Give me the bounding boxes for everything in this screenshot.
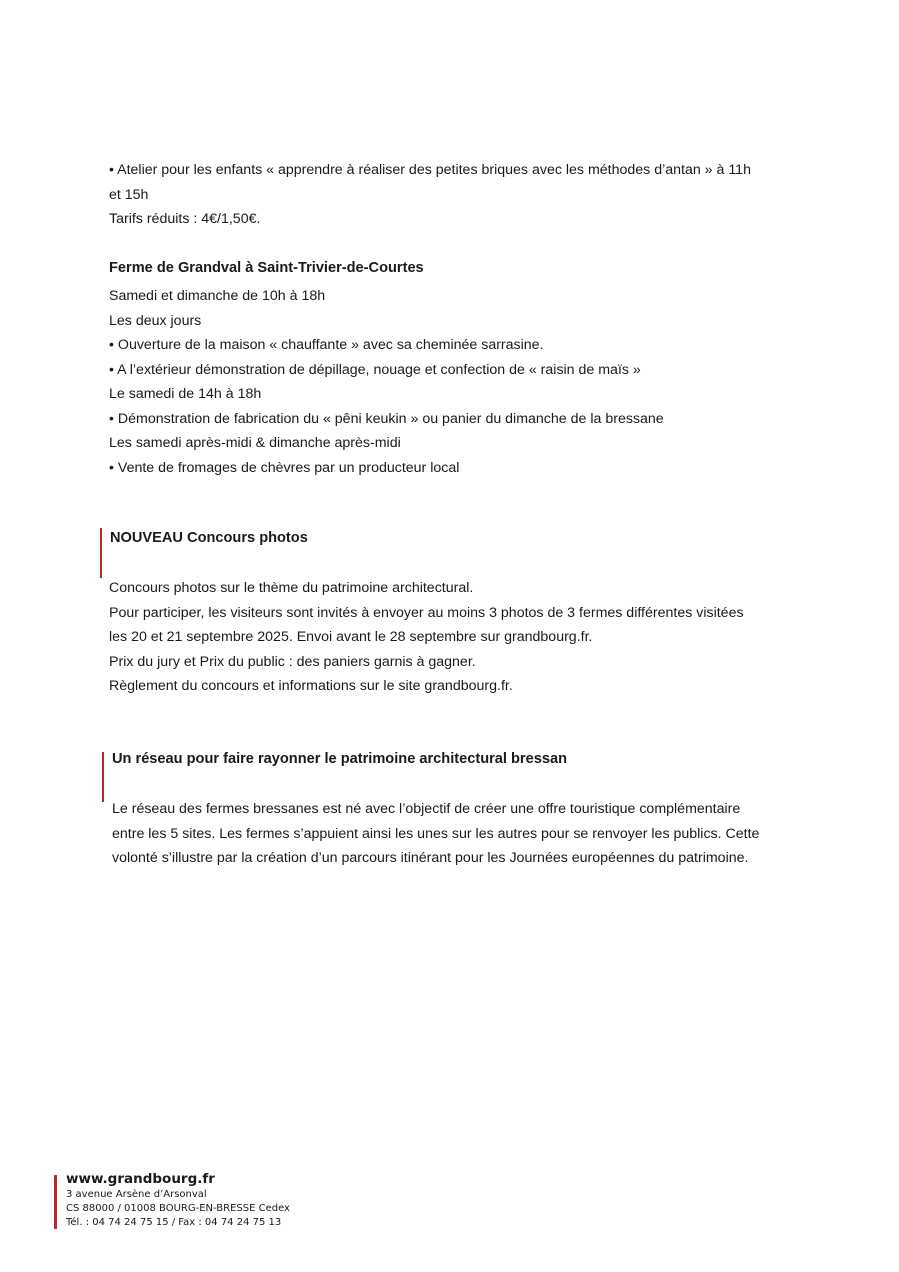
contest-heading: NOUVEAU Concours photos xyxy=(110,530,308,546)
website-link[interactable]: www.grandbourg.fr xyxy=(66,1171,215,1187)
section-accent-bar xyxy=(100,528,102,578)
text-line: Le samedi de 14h à 18h xyxy=(109,386,262,402)
network-paragraph xyxy=(112,797,812,871)
text-line: volonté s’illustre par la création d’un parcours itinérant pour les Journées européennes du patrimoine. xyxy=(112,850,749,866)
text-line: • Atelier pour les enfants « apprendre à réaliser des petites briques avec les méthodes d’antan » à 11h xyxy=(109,162,751,178)
text-line: Pour participer, les visiteurs sont invités à envoyer au moins 3 photos de 3 fermes différentes visitées xyxy=(109,604,744,621)
section-accent-bar xyxy=(102,752,104,802)
footer-address: 3 avenue Arsène d’Arsonval xyxy=(66,1189,207,1200)
text-line: Les deux jours xyxy=(109,312,202,329)
network-heading: Un réseau pour faire rayonner le patrimoine architectural bressan xyxy=(112,751,567,767)
grandval-paragraph xyxy=(109,284,809,480)
text-line: Samedi et dimanche de 10h à 18h xyxy=(109,288,326,304)
text-line: et 15h xyxy=(109,186,149,203)
contest-paragraph xyxy=(109,576,809,699)
text-line: entre les 5 sites. Les fermes s’appuient ainsi les unes sur les autres pour se renvoyer les publics. Cette xyxy=(112,825,760,842)
text-line: • Vente de fromages de chèvres par un producteur local xyxy=(109,459,460,476)
text-line: Le réseau des fermes bressanes est né avec l’objectif de créer une offre touristique complémentaire xyxy=(112,801,741,817)
footer-phone: Tél. : 04 74 24 75 15 / Fax : 04 74 24 75 13 xyxy=(66,1217,282,1228)
footer-postal: CS 88000 / 01008 BOURG-EN-BRESSE Cedex xyxy=(66,1203,290,1214)
text-line: les 20 et 21 septembre 2025. Envoi avant le 28 septembre sur grandbourg.fr. xyxy=(109,629,593,645)
text-line: Les samedi après-midi & dimanche après-midi xyxy=(109,435,401,451)
text-line: Règlement du concours et informations sur le site grandbourg.fr. xyxy=(109,678,513,694)
footer xyxy=(66,1171,290,1230)
text-line: • A l’extérieur démonstration de dépillage, nouage et confection de « raisin de maïs » xyxy=(109,361,641,378)
text-line: • Ouverture de la maison « chauffante » avec sa cheminée sarrasine. xyxy=(109,337,544,353)
text-line: • Démonstration de fabrication du « pêni keukin » ou panier du dimanche de la bressane xyxy=(109,410,664,427)
workshop-paragraph xyxy=(109,158,809,232)
text-line: Tarifs réduits : 4€/1,50€. xyxy=(109,211,261,227)
grandval-heading: Ferme de Grandval à Saint-Trivier-de-Courtes xyxy=(109,260,424,276)
footer-accent-bar xyxy=(54,1175,57,1229)
text-line: Prix du jury et Prix du public : des paniers garnis à gagner. xyxy=(109,653,476,670)
text-line: Concours photos sur le thème du patrimoine architectural. xyxy=(109,580,474,596)
